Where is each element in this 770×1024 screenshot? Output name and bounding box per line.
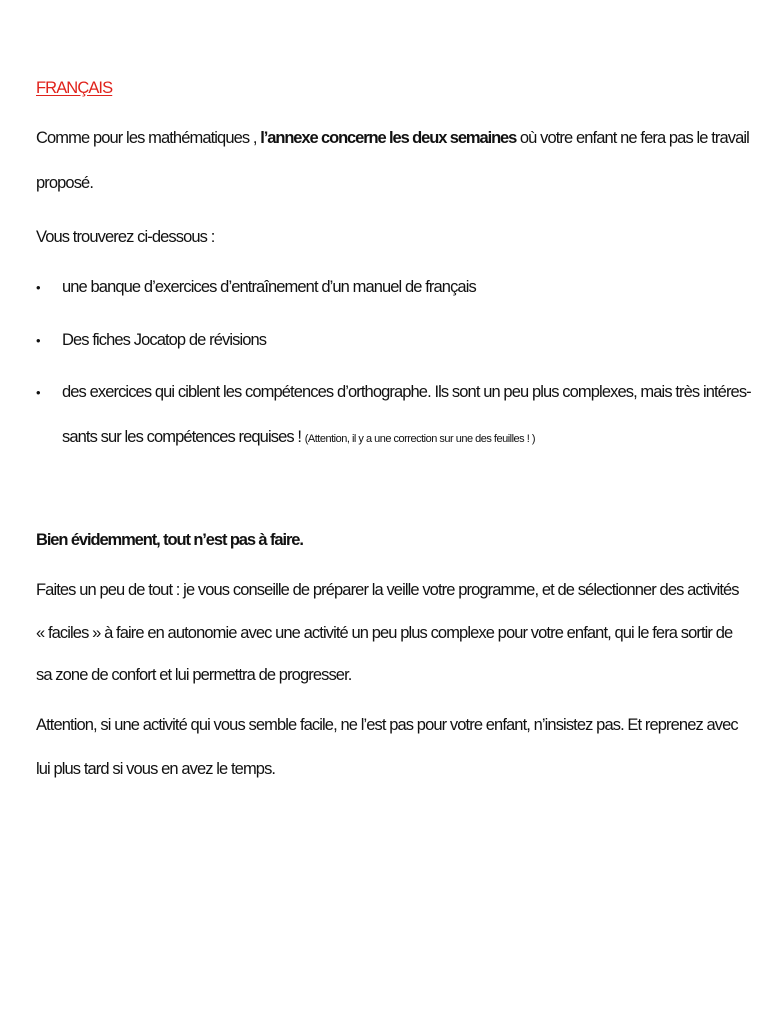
list-item-text: sants sur les compétences requises ! [62,428,305,446]
intro-text-before: Comme pour les mathématiques , [36,129,261,147]
paragraph-2-line-1: Attention, si une activité qui vous semble facile, ne l’est pas pour votre enfant, n’insistez pas. Et reprenez avec [36,716,738,734]
paragraph-1-line-1: Faites un peu de tout : je vous conseille de préparer la veille votre programme, et de sélectionner des activités [36,581,739,599]
bullet-marker: • [36,333,41,348]
list-item-continued [62,427,535,449]
bullet-marker: • [36,280,41,295]
correction-note: (Attention, il y a une correction sur une des feuilles ! ) [304,433,535,445]
intro-text-after: où votre enfant ne fera pas le travail [516,129,749,147]
list-intro: Vous trouverez ci-dessous : [36,228,215,246]
section-title: FRANÇAIS [36,79,113,97]
list-item: des exercices qui ciblent les compétences d’orthographe. Ils sont un peu plus complexes, mais très intéres- [62,383,751,401]
intro-line-1 [36,128,749,148]
emphasis-heading: Bien évidemment, tout n’est pas à faire. [36,531,303,549]
bullet-marker: • [36,385,41,400]
paragraph-1-line-3: sa zone de confort et lui permettra de progresser. [36,666,352,684]
intro-text-bold: l’annexe concerne les deux semaines [260,129,517,147]
list-item: une banque d’exercices d’entraînement d’un manuel de français [62,278,476,296]
paragraph-2-line-2: lui plus tard si vous en avez le temps. [36,760,276,778]
list-item: Des fiches Jocatop de révisions [62,331,267,349]
paragraph-1-line-2: « faciles » à faire en autonomie avec une activité un peu plus complexe pour votre enfant, qui le fera sortir de [36,624,733,642]
intro-line-2: proposé. [36,174,94,192]
